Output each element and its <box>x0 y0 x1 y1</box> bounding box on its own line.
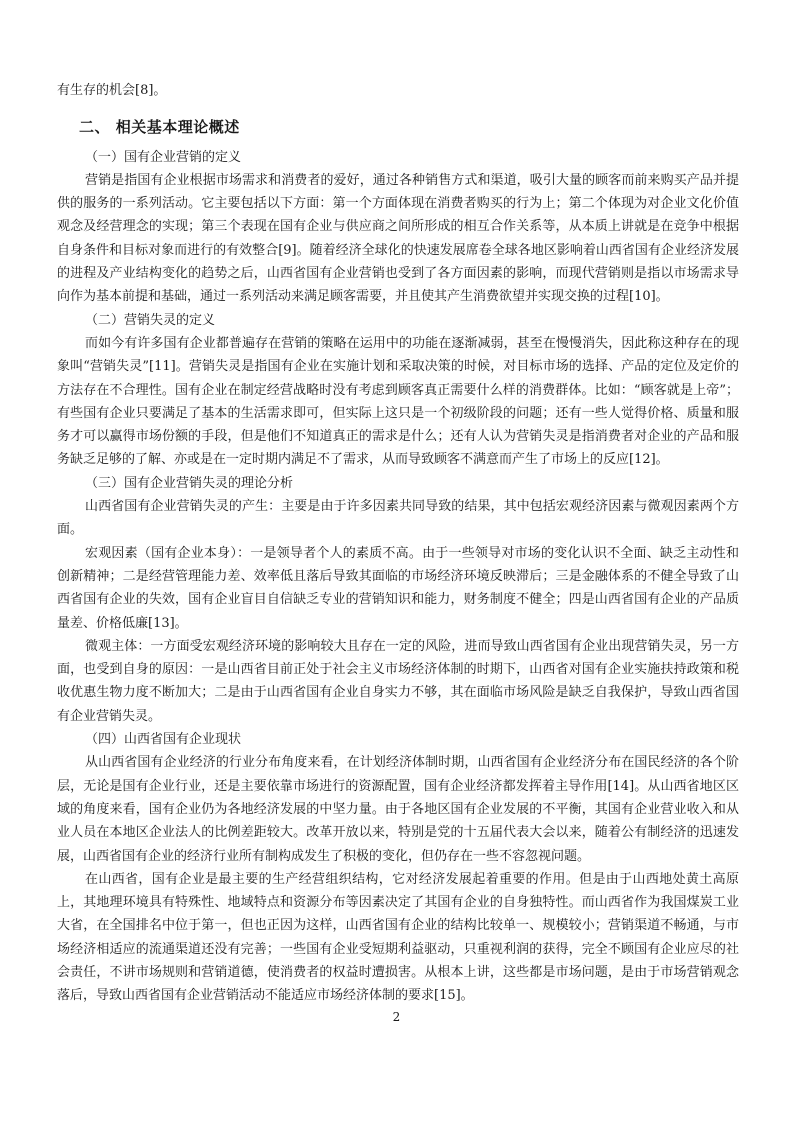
paragraph-4: 宏观因素（国有企业本身）：一是领导者个人的素质不高。由于一些领导对市场的变化认识不全面、缺乏主动性和创新精神；二是经营管理能力差、效率低且落后导致其面临的市场经济环境反映滞后；三是金融体系的不健全导致了山西省国有企业的失效，国有企业盲目自信缺乏专业的营销知识和能力，财务制度不健全；四是山西省国有企业的产品质量差、价格低廉[13]。 <box>57 545 739 631</box>
paragraph-1: 营销是指国有企业根据市场需求和消费者的爱好，通过各种销售方式和渠道，吸引大量的顾客而前来购买产品并提供的服务的一系列活动。它主要包括以下方面：第一个方面体现在消费者购买的行为上；第二个体现为对企业文化价值观念及经营理念的实现；第三个表现在国有企业与供应商之间所形成的相互合作关系等，从本质上讲就是在竞争中根据自身条件和目标对象而进行的有效整合[9]。随着经济全球化的快速发展席卷全球各地区影响着山西省国有企业经济发展的进程及产业结构变化的趋势之后，山西省国有企业营销也受到了各方面因素的影响，而现代营销则是指以市场需求导向作为基本前提和基础，通过一系列活动来满足顾客需要，并且使其产生消费欲望并实现交换的过程[10]。 <box>57 172 739 305</box>
subsection-title-2: （二）营销失灵的定义 <box>85 312 216 328</box>
subsection-title-4: （四）山西省国有企业现状 <box>85 732 242 748</box>
paragraph-3: 山西省国有企业营销失灵的产生：主要是由于许多因素共同导致的结果，其中包括宏观经济因素与微观因素两个方面。 <box>57 499 739 538</box>
page-number: 2 <box>392 1010 401 1024</box>
subsection-title-1: （一）国有企业营销的定义 <box>85 149 242 165</box>
opening-line: 有生存的机会[8]。 <box>57 83 167 98</box>
paragraph-2: 而如今有许多国有企业都普遍存在营销的策略在运用中的功能在逐渐减弱，甚至在慢慢消失，因此称这种存在的现象叫“营销失灵”[11]。营销失灵是指国有企业在实施计划和采取决策的时候，对目标市场的选择、产品的定位及定价的方法存在不合理性。国有企业在制定经营战略时没有考虑到顾客真正需要什么样的消费群体。比如：“顾客就是上帝”；有些国有企业只要满足了基本的生活需求即可，但实际上这只是一个初级阶段的问题；还有一些人觉得价格、质量和服务才可以赢得市场份额的手段，但是他们不知道真正的需求是什么；还有人认为营销失灵是指消费者对企业的产品和服务缺乏足够的了解、亦或是在一定时期内满足不了需求，从而导致顾客不满意而产生了市场上的反应[12]。 <box>57 335 739 468</box>
paragraph-6: 从山西省国有企业经济的行业分布角度来看，在计划经济体制时期，山西省国有企业经济分布在国民经济的各个阶层，无论是国有企业行业，还是主要依靠市场进行的资源配置，国有企业经济都发挥着主导作用[14]。从山西省地区区域的角度来看，国有企业仍为各地经济发展的中坚力量。由于各地区国有企业发展的不平衡，其国有企业营业收入和从业人员在本地区企业法人的比例差距较大。改革开放以来，特别是党的十五届代表大会以来，随着公有制经济的迅速发展，山西省国有企业的经济行业所有制构成发生了积极的变化，但仍存在一些不容忽视问题。 <box>57 755 739 864</box>
paragraph-7: 在山西省，国有企业是最主要的生产经营组织结构，它对经济发展起着重要的作用。但是由于山西地处黄土高原上，其地理环境具有特殊性、地域特点和资源分布等因素决定了其国有企业的自身独特性。而山西省作为我国煤炭工业大省，在全国排名中位于第一，但也正因为这样，山西省国有企业的结构比较单一、规模较小；营销渠道不畅通，与市场经济相适应的流通渠道还没有完善；一些国有企业受短期利益驱动，只重视利润的获得，完全不顾国有企业应尽的社会责任，不讲市场规则和营销道德，使消费者的权益时遭损害。从根本上讲，这些都是市场问题，是由于市场营销观念落后，导致山西省国有企业营销活动不能适应市场经济体制的要求[15]。 <box>57 871 739 1004</box>
document-body <box>57 79 739 1008</box>
paragraph-5: 微观主体：一方面受宏观经济环境的影响较大且存在一定的风险，进而导致山西省国有企业出现营销失灵，另一方面，也受到自身的原因：一是山西省目前正处于社会主义市场经济体制的时期下，山西省对国有企业实施扶持政策和税收优惠生物力度不断加大；二是由于山西省国有企业自身实力不够，其在面临市场风险是缺乏自我保护，导致山西省国有企业营销失灵。 <box>57 638 739 724</box>
section-heading: 二、 相关基本理论概述 <box>79 118 240 137</box>
subsection-title-3: （三）国有企业营销失灵的理论分析 <box>85 475 294 491</box>
